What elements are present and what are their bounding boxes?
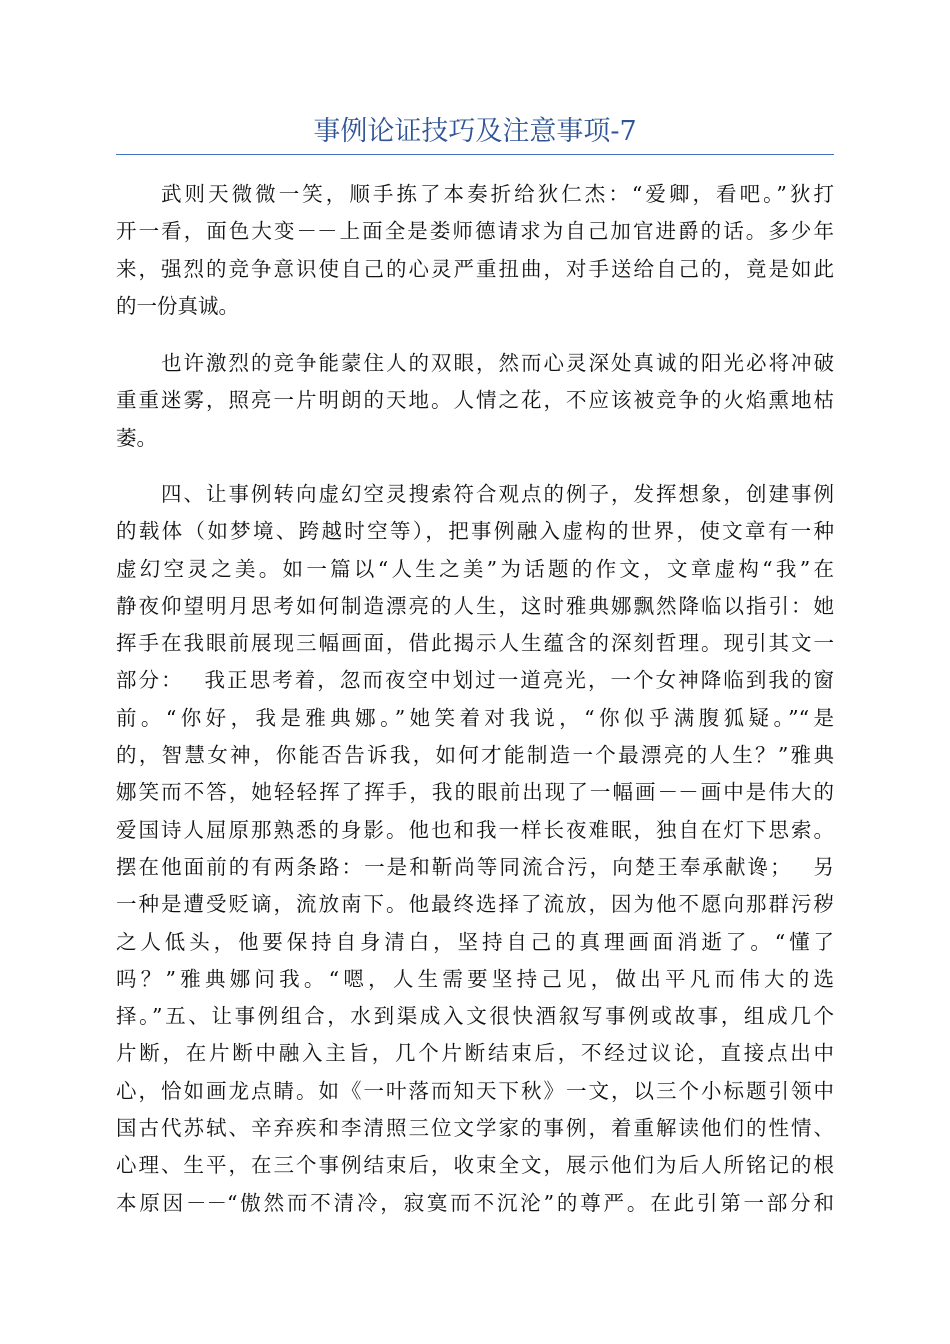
paragraph-line: 前。“你好，我是雅典娜。”她笑着对我说，“你似乎满腹狐疑。”“是 — [116, 705, 834, 730]
paragraph-line: 武则天微微一笑，顺手拣了本奏折给狄仁杰：“爱卿，看吧。”狄打 — [161, 182, 834, 206]
paragraph-line: 虚幻空灵之美。如一篇以“人生之美”为话题的作文，文章虚构“我”在 — [116, 556, 834, 581]
paragraph-line: 也许激烈的竞争能蒙住人的双眼，然而心灵深处真诚的阳光必将冲破 — [161, 351, 834, 375]
paragraph-line: 心理、生平，在三个事例结束后，收束全文，展示他们为后人所铭记的根 — [116, 1153, 834, 1178]
paragraph-line: 一种是遭受贬谪，流放南下。他最终选择了流放，因为他不愿向那群污秽 — [116, 892, 834, 917]
paragraph-line: 摆在他面前的有两条路：一是和靳尚等同流合污，向楚王奉承献谗； 另 — [116, 854, 834, 879]
paragraph-line: 娜笑而不答，她轻轻挥了挥手，我的眼前出现了一幅画－－画中是伟大的 — [116, 780, 834, 805]
paragraph-line: 开一看，面色大变－－上面全是娄师德请求为自己加官进爵的话。多少年 — [116, 219, 834, 244]
paragraph-line: 心，恰如画龙点睛。如《一叶落而知天下秋》一文，以三个小标题引领中 — [116, 1078, 834, 1103]
paragraph-line: 部分： 我正思考着，忽而夜空中划过一道亮光，一个女神降临到我的窗 — [116, 668, 834, 693]
paragraph-line: 的载体（如梦境、跨越时空等），把事例融入虚构的世界，使文章有一种 — [116, 519, 834, 544]
paragraph-line: 四、让事例转向虚幻空灵搜索符合观点的例子，发挥想象，创建事例 — [161, 482, 834, 506]
paragraph-3 — [116, 476, 834, 1222]
paragraph-2 — [116, 345, 834, 457]
paragraph-line: 爱国诗人屈原那熟悉的身影。他也和我一样长夜难眠，独自在灯下思索。 — [116, 817, 834, 842]
paragraph-line: 的一份真诚。 — [116, 293, 239, 318]
paragraph-1 — [116, 176, 834, 325]
paragraph-line: 的，智慧女神，你能否告诉我，如何才能制造一个最漂亮的人生？”雅典 — [116, 743, 834, 768]
paragraph-line: 择。”五、让事例组合，水到渠成入文很快酒叙写事例或故事，组成几个 — [116, 1004, 834, 1029]
paragraph-line: 来，强烈的竞争意识使自己的心灵严重扭曲，对手送给自己的，竟是如此 — [116, 256, 834, 281]
paragraph-line: 本原因－－“傲然而不清冷，寂寞而不沉沦”的尊严。在此引第一部分和 — [116, 1190, 834, 1215]
paragraph-line: 挥手在我眼前展现三幅画面，借此揭示人生蕴含的深刻哲理。现引其文一 — [116, 631, 834, 656]
document-title: 事例论证技巧及注意事项-7 — [313, 116, 637, 147]
paragraph-line: 吗？”雅典娜问我。“嗯，人生需要坚持己见，做出平凡而伟大的选 — [116, 966, 834, 991]
paragraph-line: 重重迷雾，照亮一片明朗的天地。人情之花，不应该被竞争的火焰熏地枯 — [116, 388, 834, 413]
paragraph-line: 片断，在片断中融入主旨，几个片断结束后，不经过议论，直接点出中 — [116, 1041, 834, 1066]
paragraph-line: 萎。 — [116, 425, 157, 450]
paragraph-line: 国古代苏轼、辛弃疾和李清照三位文学家的事例，着重解读他们的性情、 — [116, 1116, 834, 1141]
title-underline — [116, 154, 834, 155]
paragraph-line: 静夜仰望明月思考如何制造漂亮的人生，这时雅典娜飘然降临以指引：她 — [116, 593, 834, 618]
paragraph-line: 之人低头，他要保持自身清白，坚持自己的真理画面消逝了。“懂了 — [116, 929, 834, 954]
